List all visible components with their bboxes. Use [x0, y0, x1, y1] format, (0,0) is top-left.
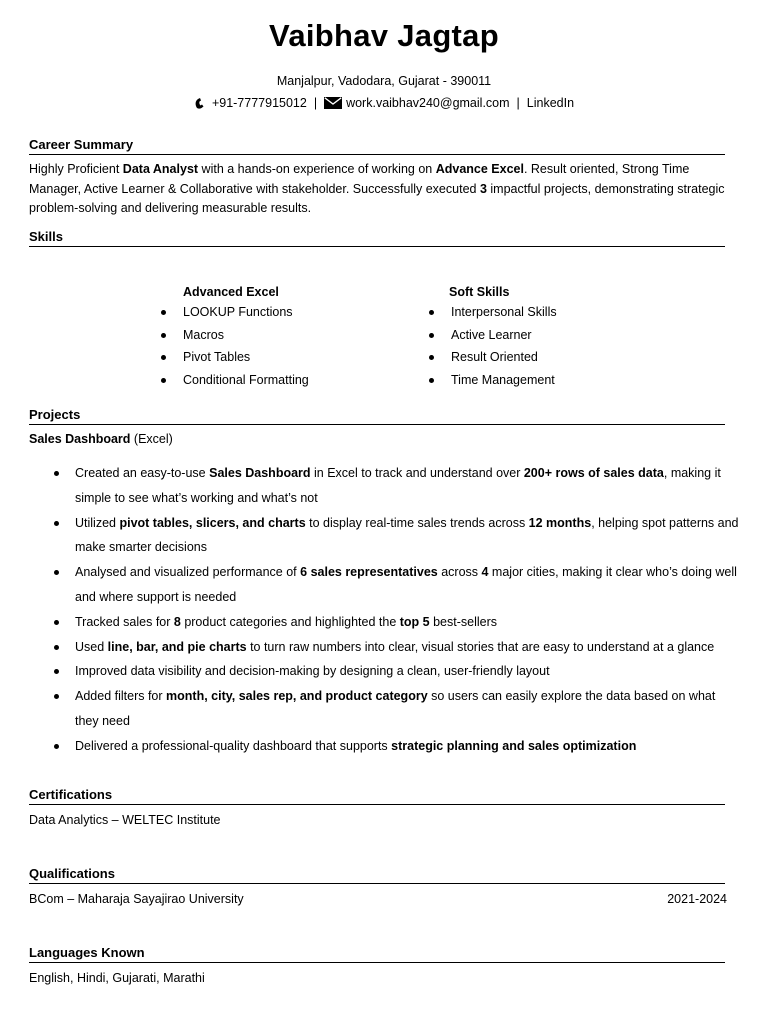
project-bullet: Analysed and visualized performance of 6 sales representatives across 4 major cities, making it clear who’s doing well and where support is needed [75, 560, 740, 610]
separator: | [313, 96, 318, 110]
phone-number[interactable]: +91-7777915012 [211, 96, 307, 110]
section-title-qualifications: Qualifications [29, 866, 725, 884]
skill-item: Time Management [451, 372, 557, 395]
career-summary-text: Highly Proficient Data Analyst with a hands-on experience of working on Advance Excel. Result oriented, Strong Time Manager, Active Learner & Collaborative with stakeholder. Successfully executed 3 impactful projects, demonstrating strategic problem-solving and delivering measurable results. [29, 162, 725, 215]
project-bullet: Delivered a professional-quality dashboard that supports strategic planning and sales optimization [75, 734, 740, 759]
section-title-skills: Skills [29, 229, 725, 247]
project-title: Sales Dashboard (Excel) [29, 432, 173, 446]
linkedin-link[interactable]: LinkedIn [526, 96, 575, 110]
languages-list: English, Hindi, Gujarati, Marathi [29, 971, 205, 985]
contact-line [0, 96, 768, 110]
project-bullet: Used line, bar, and pie charts to turn raw numbers into clear, visual stories that are easy to understand at a glance [75, 635, 740, 660]
section-title-projects: Projects [29, 407, 725, 425]
separator: | [516, 96, 520, 110]
candidate-name: Vaibhav Jagtap [269, 18, 499, 53]
email-link[interactable]: work.vaibhav240@gmail.com [346, 96, 510, 110]
project-bullet: Created an easy-to-use Sales Dashboard in Excel to track and understand over 200+ rows of sales data, making it simple to see what’s working and what’s not [75, 461, 740, 511]
section-title-certifications: Certifications [29, 787, 725, 805]
skill-item: Conditional Formatting [183, 372, 309, 395]
project-bullet: Utilized pivot tables, slicers, and charts to display real-time sales trends across 12 months, helping spot patterns and make smarter decisions [75, 511, 740, 561]
qualification-row [29, 892, 727, 906]
section-title-languages: Languages Known [29, 945, 725, 963]
address: Manjalpur, Vadodara, Gujarat - 390011 [276, 74, 492, 88]
project-bullet: Tracked sales for 8 product categories and highlighted the top 5 best-sellers [75, 610, 740, 635]
skill-item: Active Learner [451, 327, 557, 350]
skills-column-advanced-excel [183, 285, 309, 394]
skill-item: LOOKUP Functions [183, 304, 309, 327]
project-bullet: Improved data visibility and decision-making by designing a clean, user-friendly layout [75, 659, 740, 684]
envelope-icon [324, 97, 342, 109]
skills-column-soft-skills [451, 285, 557, 394]
section-title-career-summary: Career Summary [29, 137, 725, 155]
skill-item: Pivot Tables [183, 349, 309, 372]
skill-item: Macros [183, 327, 309, 350]
qualification-degree: BCom – Maharaja Sayajirao University [29, 892, 244, 906]
certification-item: Data Analytics – WELTEC Institute [29, 813, 221, 827]
skills-heading: Soft Skills [449, 285, 510, 299]
project-bullet: Added filters for month, city, sales rep, and product category so users can easily explore the data based on what they need [75, 684, 740, 734]
qualification-years: 2021-2024 [667, 892, 727, 906]
phone-icon [194, 97, 208, 109]
skill-item: Interpersonal Skills [451, 304, 557, 327]
skill-item: Result Oriented [451, 349, 557, 372]
project-bullet-list [75, 461, 740, 759]
skills-heading: Advanced Excel [183, 285, 279, 299]
